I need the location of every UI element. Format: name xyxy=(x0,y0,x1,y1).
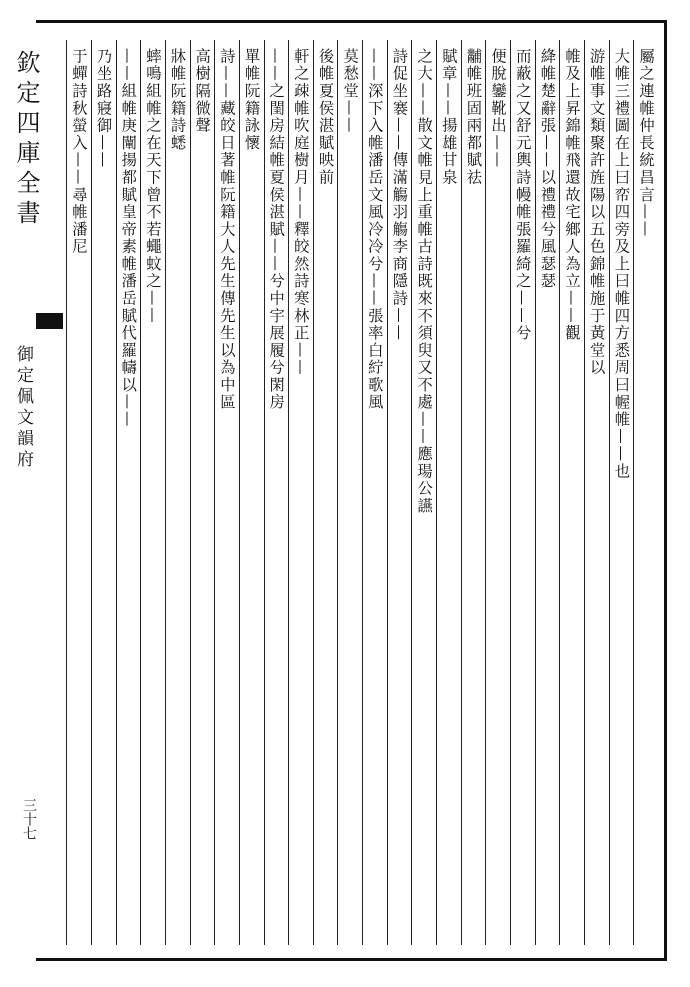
margin-column xyxy=(0,40,44,940)
text-column: 蟀鳴組帷之在天下曾不若蠅蚊之—— xyxy=(140,40,165,945)
text-column: 牀帷阮籍詩蟋 xyxy=(165,40,190,945)
text-column: 之大——散文帷見上重帷古詩既來不須臾又不處——應瑒公讌 xyxy=(411,40,436,945)
text-column: ——組帷庚闡揚都賦皇帝素帷潘岳賦代羅幬以—— xyxy=(116,40,141,945)
text-column: 而蔽之又舒元輿詩幔帷張羅綺之——兮 xyxy=(510,40,535,945)
text-column: 游帷事文類聚許旌陽以五色錦帷施于黃堂以 xyxy=(584,40,609,945)
page-number: 三十七 xyxy=(21,798,37,840)
text-column: 賦章——揚雄甘泉 xyxy=(436,40,461,945)
text-column: 于蟬詩秋螢入——尋帷潘尼 xyxy=(66,40,91,945)
text-column: 高樹隔微聲 xyxy=(190,40,215,945)
text-column: 便脫鑾靴出—— xyxy=(485,40,510,945)
text-column: 詩促坐褰——傳滿觴羽觴李商隱詩—— xyxy=(387,40,412,945)
margin-book-title: 御定佩文韻府 xyxy=(13,345,33,471)
text-column: 單帷阮籍詠懷 xyxy=(239,40,264,945)
text-column: 屬之連帷仲長統昌言—— xyxy=(633,40,658,945)
fishtail-mark xyxy=(36,313,63,329)
text-column: ——之閨房結帷夏侯湛賦——兮中宇展履兮閑房 xyxy=(264,40,289,945)
text-column: 詩——藏皎日著帷阮籍大人先生傳先生以為中區 xyxy=(214,40,239,945)
text-column: 莫愁堂—— xyxy=(337,40,362,945)
text-column: 乃坐路寢御—— xyxy=(91,40,116,945)
text-column: 軒之疎帷吹庭樹月——釋皎然詩寒林正—— xyxy=(288,40,313,945)
text-area xyxy=(66,40,658,945)
text-column: 大帷三禮圖在上曰帟四旁及上曰帷四方悉周曰幄帷——也 xyxy=(609,40,634,945)
text-column: 帷及上昇錦帷飛還故宅鄉人為立——觀 xyxy=(559,40,584,945)
margin-series-title: 欽定四庫全書 xyxy=(12,50,40,230)
text-column: ——深下入帷潘岳文風冷冷兮——張率白紵歌風 xyxy=(362,40,387,945)
text-column: 後帷夏侯湛賦映前 xyxy=(313,40,338,945)
text-column: 絳帷楚辭張——以禮禮兮風瑟瑟 xyxy=(535,40,560,945)
text-column: 黼帷班固兩都賦祛 xyxy=(461,40,486,945)
